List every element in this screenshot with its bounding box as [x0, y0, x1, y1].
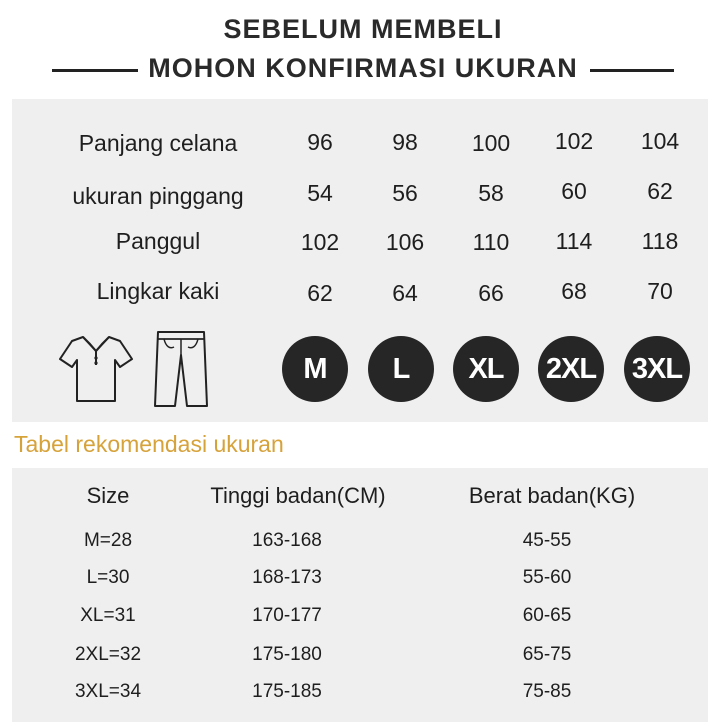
table-cell: L=30 — [86, 567, 130, 588]
table-cell: 2XL=32 — [74, 644, 142, 665]
table-cell: 60-65 — [522, 605, 572, 626]
table-cell: 163-168 — [252, 530, 322, 551]
table-cell: XL=31 — [80, 605, 136, 626]
table-cell: 56 — [392, 180, 418, 206]
size-badge-m: M — [282, 336, 348, 402]
table-cell: 70 — [647, 278, 673, 304]
recommendation-panel — [12, 468, 708, 722]
table-cell: 55-60 — [522, 567, 572, 588]
table-cell: 104 — [640, 128, 680, 154]
size-badge-2xl: 2XL — [538, 336, 604, 402]
size-badge-l: L — [368, 336, 434, 402]
table-cell: 68 — [561, 278, 587, 304]
title-rule-right — [590, 69, 674, 72]
column-header-height: Tinggi badan(CM) — [210, 483, 386, 508]
table-cell: 64 — [392, 280, 418, 306]
polo-shirt-icon — [56, 331, 136, 405]
table-cell: 54 — [307, 180, 333, 206]
column-header-weight: Berat badan(KG) — [468, 483, 636, 508]
size-chart-panel — [12, 99, 708, 422]
table-cell: 170-177 — [252, 605, 322, 626]
table-cell: 60 — [561, 178, 587, 204]
table-cell: 98 — [392, 129, 418, 155]
table-cell: 62 — [307, 280, 333, 306]
table-cell: M=28 — [83, 530, 133, 551]
table-cell: 58 — [478, 180, 504, 206]
pants-icon — [150, 329, 212, 409]
row-label-ukuran-pinggang: ukuran pinggang — [72, 183, 244, 209]
table-cell: 106 — [385, 229, 425, 255]
table-cell: 3XL=34 — [74, 681, 142, 702]
table-cell: 102 — [554, 128, 594, 154]
table-cell: 66 — [478, 280, 504, 306]
row-label-panjang-celana: Panjang celana — [78, 130, 238, 156]
row-label-panggul: Panggul — [115, 228, 201, 254]
table-cell: 175-185 — [252, 681, 322, 702]
table-cell: 75-85 — [522, 681, 572, 702]
recommendation-title: Tabel rekomendasi ukuran — [14, 431, 284, 457]
table-cell: 114 — [555, 228, 593, 254]
table-cell: 175-180 — [252, 644, 322, 665]
size-badge-xl: XL — [453, 336, 519, 402]
row-label-lingkar-kaki: Lingkar kaki — [96, 278, 220, 304]
page-title-line2: MOHON KONFIRMASI UKURAN — [148, 53, 578, 83]
table-cell: 118 — [641, 228, 679, 254]
table-cell: 62 — [647, 178, 673, 204]
table-cell: 100 — [471, 130, 511, 156]
table-cell: 65-75 — [522, 644, 572, 665]
column-header-size: Size — [86, 483, 130, 508]
table-cell: 96 — [307, 129, 333, 155]
size-badge-3xl: 3XL — [624, 336, 690, 402]
table-cell: 45-55 — [522, 530, 572, 551]
page-title-line1: SEBELUM MEMBELI — [223, 14, 503, 44]
table-cell: 168-173 — [252, 567, 322, 588]
table-cell: 102 — [300, 229, 340, 255]
table-cell: 110 — [472, 229, 510, 255]
